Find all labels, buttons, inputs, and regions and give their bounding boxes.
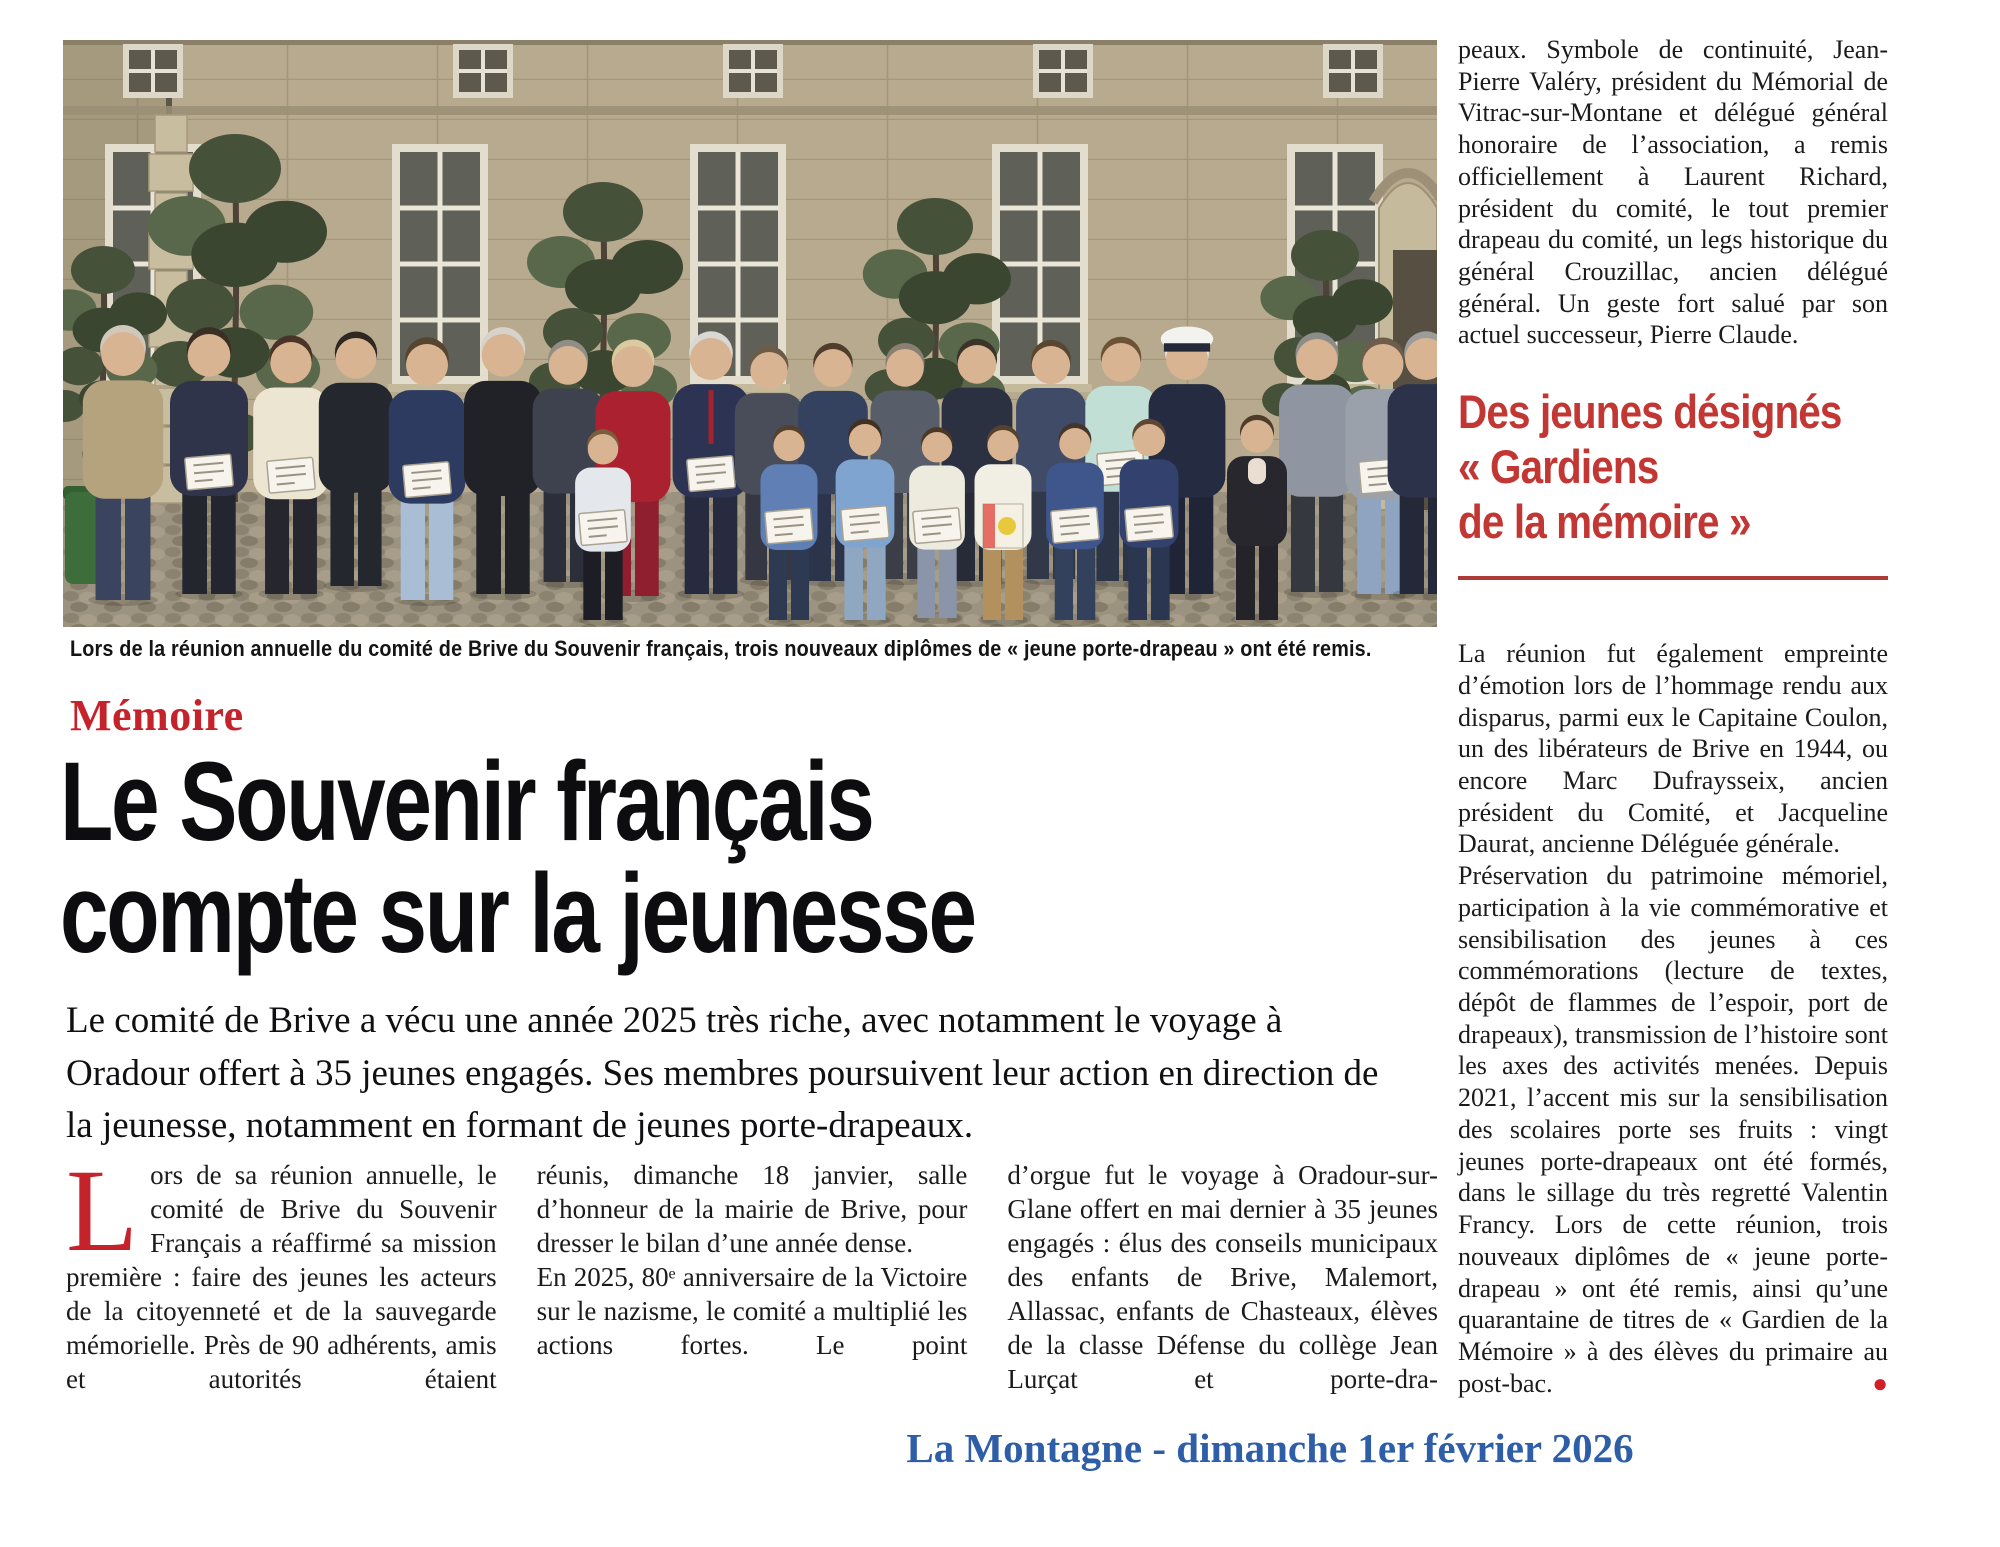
column-3-paragraph: d’orgue fut le voyage à Oradour-sur-Glane offert en mai dernier à 35 jeunes engagés : élus des conseils municipaux des enfants de Brive, Malemort, Allassac, enfants de Chasteaux, élèves de la classe Défense du collège Jean Lurçat et porte-dra-: [1007, 1160, 1439, 1395]
end-mark-icon: ●: [1872, 1368, 1888, 1398]
sidebar-paragraph-3: [1458, 860, 1888, 1399]
column-1-text: ors de sa réunion annuelle, le comité de Brive du Souvenir Français a réaffirmé sa mission première : faire des jeunes les acteurs de la citoyenneté et de la sauvegarde mémorielle. Près de 90 adhérents, amis et autorités étaient: [66, 1160, 497, 1395]
headline: [60, 739, 1386, 976]
column-2-paragraph-1: réunis, dimanche 18 janvier, salle d’honneur de la mairie de Brive, pour dresser le bilan d’une année dense.: [536, 1160, 968, 1259]
sidebar-column: [1458, 34, 1888, 1399]
lede-paragraph: Le comité de Brive a vécu une année 2025 très riche, avec notamment le voyage à Oradour offert à 35 jeunes engagés. Ses membres poursuivent leur action en direction de la jeunesse, notamment en formant de jeunes porte-drapeaux.: [66, 1000, 1379, 1147]
sidebar-paragraph-1: peaux. Symbole de continuité, Jean-Pierre Valéry, président du Mémorial de Vitrac-sur-Montane et délégué général honoraire de l’association, a remis officiellement à Laurent Richard, président du comité, le tout premier drapeau du comité, un legs historique du général Crouzillac, ancien délégué général. Un geste fort salué par son actuel successeur, Pierre Claude.: [1458, 35, 1888, 350]
sidebar-body: [1458, 638, 1888, 1399]
sidebar-subhead-line-3: de la mémoire »: [1458, 495, 1751, 549]
headline-line-2: compte sur la jeunesse: [60, 851, 975, 976]
section-kicker: Mémoire: [70, 691, 244, 740]
column-2-paragraph-2: En 2025, 80ᵉ anniversaire de la Victoire sur le nazisme, le comité a multiplié les actions fortes. Le point: [536, 1262, 968, 1361]
column-2: [537, 1158, 968, 1396]
footer-credit: La Montagne - dimanche 1er février 2026: [906, 1425, 1634, 1471]
drop-cap: L: [66, 1145, 139, 1276]
group-photo-illustration: [63, 40, 1437, 627]
section-rule: [1458, 576, 1888, 580]
column-3: [1007, 1158, 1438, 1396]
column-1: [66, 1145, 497, 1396]
sidebar-subhead-line-2: « Gardiens: [1458, 440, 1659, 494]
photo-caption: Lors de la réunion annuelle du comité de Brive du Souvenir français, trois nouveaux diplômes de « jeune porte-drapeau » ont été remis.: [70, 636, 1372, 661]
column-1-paragraph: [66, 1145, 497, 1396]
sidebar-subhead: [1458, 385, 1887, 550]
headline-line-1: Le Souvenir français: [60, 739, 873, 864]
group-photo: [63, 40, 1437, 627]
sidebar-paragraph-2: La réunion fut également empreinte d’émotion lors de l’hommage rendu aux disparus, parmi eux le Capitaine Coulon, un des libérateurs de Brive en 1944, ou encore Marc Dufraysseix, ancien président du Comité, et Jacqueline Daurat, ancienne Déléguée générale.: [1458, 639, 1888, 859]
body-columns: [66, 1145, 1439, 1396]
sidebar-subhead-line-1: Des jeunes désignés: [1458, 385, 1842, 439]
sidebar-paragraph-3-text: Préservation du patrimoine mémoriel, participation à la vie commémorative et sensibilisation des jeunes à ces commémorations (lecture de textes, dépôt de flammes de l’espoir, port de drapeaux), transmission de l’histoire sont les axes des activités menées. Depuis 2021, l’accent mis sur la sensibilisation des scolaires porte ses fruits : vingt jeunes porte-drapeaux ont été formés, dans le sillage du très regretté Valentin Francy. Lors de cette réunion, trois nouveaux diplômes de « jeune porte-drapeau » ont été remis, ainsi qu’une quarantaine de titres de « Gardien de la Mémoire » à des élèves du primaire au post-bac.: [1458, 861, 1888, 1398]
